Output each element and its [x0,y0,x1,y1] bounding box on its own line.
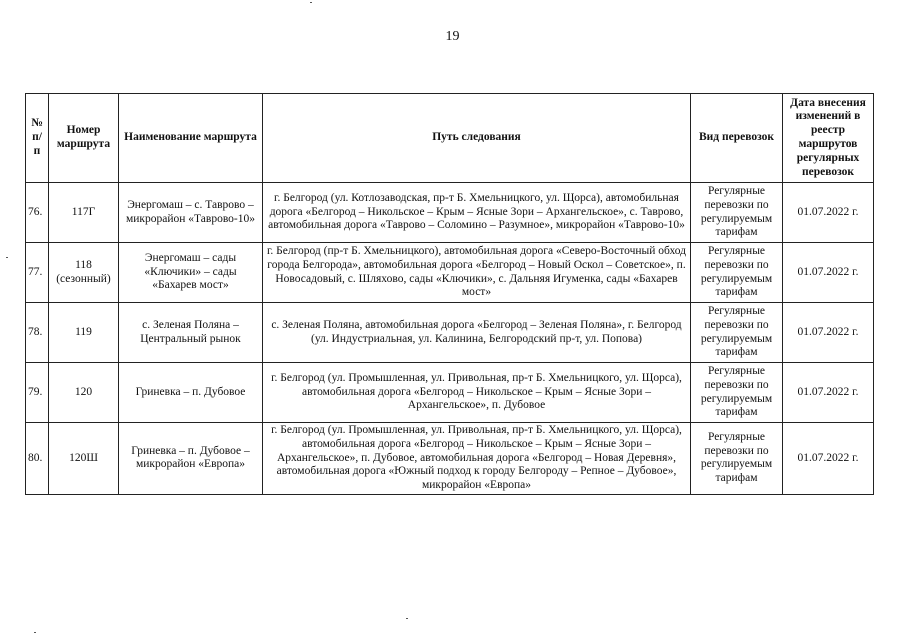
table-row [26,183,874,243]
table-row [26,243,874,303]
row-route-number: 119 [49,303,119,363]
row-route-name: Энергомаш – с. Таврово – микрорайон «Таврово-10» [119,183,263,243]
row-transport-type: Регулярные перевозки по регулируемым тарифам [691,243,783,303]
header-route-name: Наименование маршрута [119,94,263,183]
row-change-date: 01.07.2022 г. [783,363,874,423]
row-num: 79. [26,363,49,423]
row-change-date: 01.07.2022 г. [783,303,874,363]
row-route-number: 120Ш [49,423,119,495]
header-route-number: Номер маршрута [49,94,119,183]
routes-table [25,93,874,495]
row-path: г. Белгород (ул. Котлозаводская, пр-т Б. Хмельницкого, ул. Щорса), автомобильная дорога «Белгород – Никольское – Крым – Ясные Зори – Архангельское», с. Таврово, автомобильная дорога «Таврово – Соломино – Разумное», микрорайон «Таврово-10» [263,183,691,243]
row-path: с. Зеленая Поляна, автомобильная дорога «Белгород – Зеленая Поляна», г. Белгород (ул. Индустриальная, ул. Калинина, Белгородский пр-т, ул. Попова) [263,303,691,363]
row-num: 76. [26,183,49,243]
row-route-name: Гриневка – п. Дубовое – микрорайон «Европа» [119,423,263,495]
row-route-number: 118 (сезонный) [49,243,119,303]
scan-speck [34,632,36,633]
page-number: 19 [445,29,460,44]
row-transport-type: Регулярные перевозки по регулируемым тарифам [691,303,783,363]
row-change-date: 01.07.2022 г. [783,243,874,303]
row-route-number: 120 [49,363,119,423]
row-path: г. Белгород (ул. Промышленная, ул. Привольная, пр-т Б. Хмельницкого, ул. Щорса), автомобильная дорога «Белгород – Никольское – Крым – Ясные Зори – Архангельское», п. Дубовое, автомобильная дорога «Белгород – Новая Деревня», автомобильная дорога «Южный подход к городу Белгороду – Репное – Дубовое», микрорайон «Европа» [263,423,691,495]
scan-speck [6,257,8,258]
header-path: Путь следования [263,94,691,183]
row-route-number: 117Г [49,183,119,243]
table-row [26,303,874,363]
row-transport-type: Регулярные перевозки по регулируемым тарифам [691,423,783,495]
row-change-date: 01.07.2022 г. [783,423,874,495]
row-num: 78. [26,303,49,363]
row-num: 77. [26,243,49,303]
row-transport-type: Регулярные перевозки по регулируемым тарифам [691,363,783,423]
scan-speck [310,2,312,3]
header-transport-type: Вид перевозок [691,94,783,183]
row-route-name: Гриневка – п. Дубовое [119,363,263,423]
row-route-name: Энергомаш – сады «Ключики» – сады «Бахарев мост» [119,243,263,303]
row-route-name: с. Зеленая Поляна – Центральный рынок [119,303,263,363]
table-row [26,363,874,423]
scan-speck [406,618,408,619]
row-change-date: 01.07.2022 г. [783,183,874,243]
table-row [26,423,874,495]
table-header-row [26,94,874,183]
row-num: 80. [26,423,49,495]
row-path: г. Белгород (пр-т Б. Хмельницкого), автомобильная дорога «Северо-Восточный обход города Белгорода», автомобильная дорога «Белгород – Новый Оскол – Советское», п. Новосадовый, с. Шляхово, сады «Ключики», с. Дальняя Игуменка, сады «Бахарев мост» [263,243,691,303]
row-path: г. Белгород (ул. Промышленная, ул. Привольная, пр-т Б. Хмельницкого, ул. Щорса), автомобильная дорога «Белгород – Никольское – Крым – Ясные Зори – Архангельское», п. Дубовое [263,363,691,423]
header-num: № п/п [26,94,49,183]
row-transport-type: Регулярные перевозки по регулируемым тарифам [691,183,783,243]
header-change-date: Дата внесения изменений в реестр маршрутов регулярных перевозок [783,94,874,183]
